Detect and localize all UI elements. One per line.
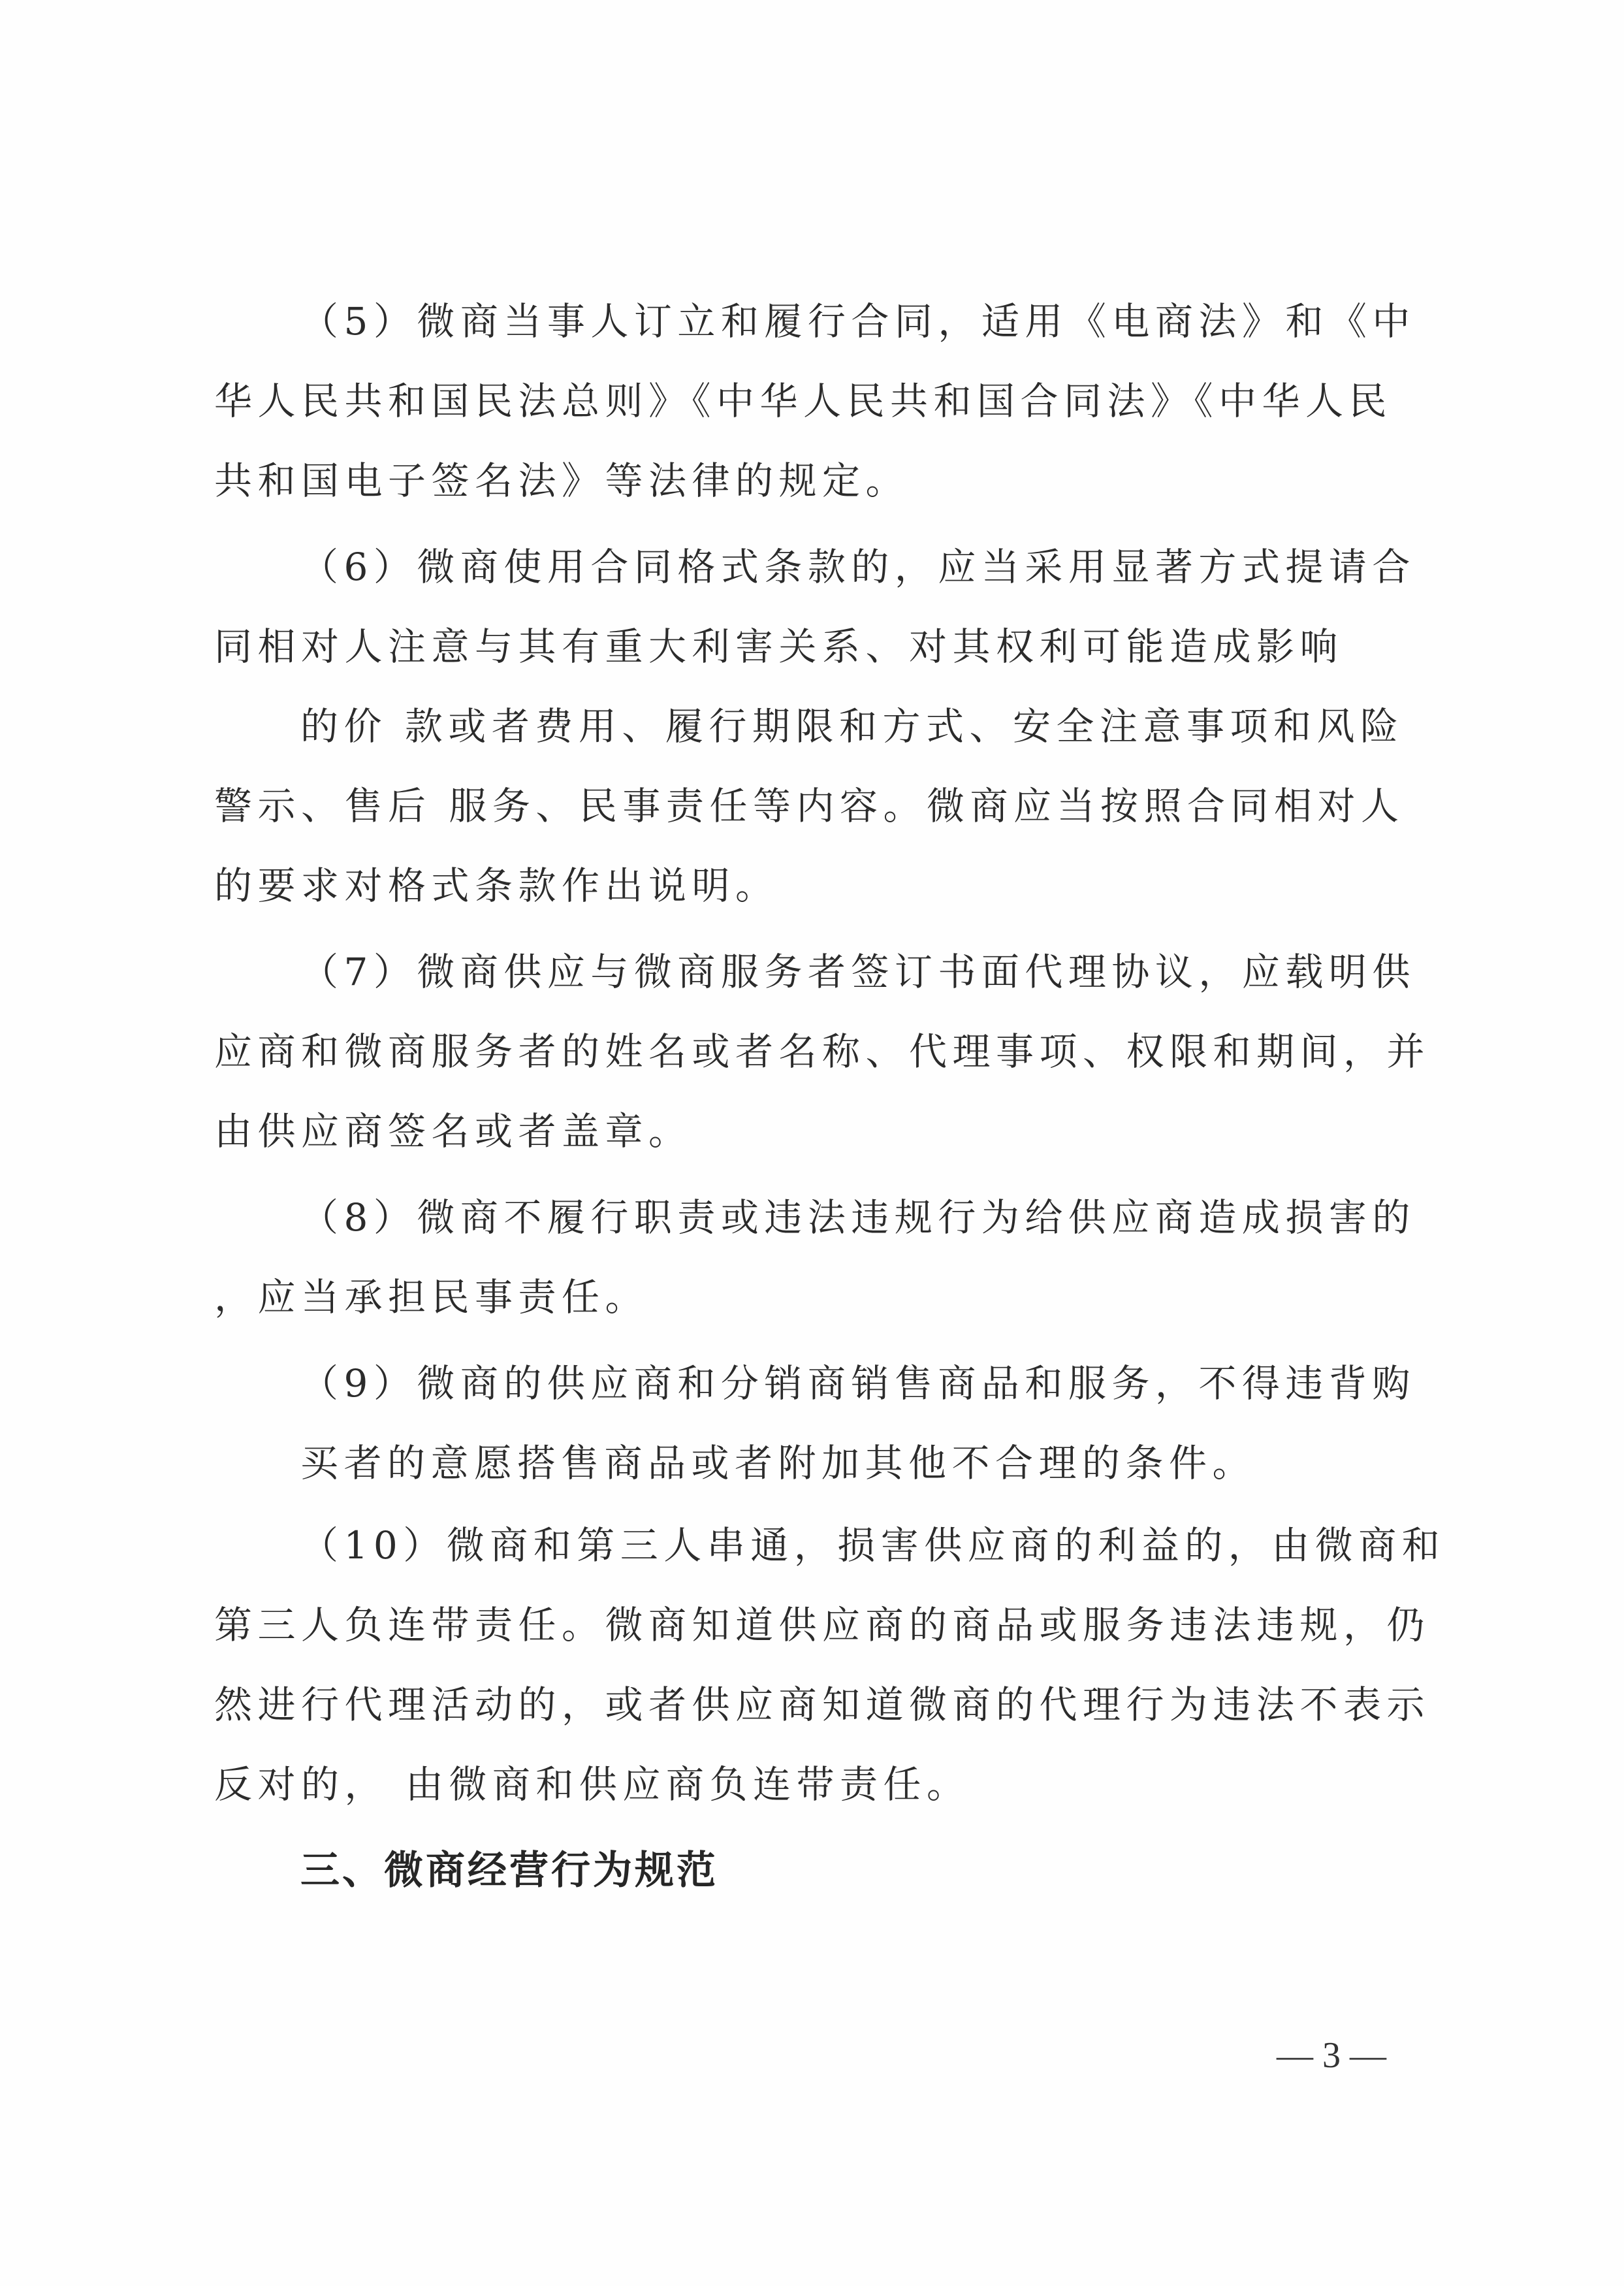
paragraph-item-10-line-1: （10）微商和第三人串通，损害供应商的利益的，由微商和 (300, 1523, 1446, 1568)
section-heading: 三、微商经营行为规范 (300, 1848, 718, 1893)
paragraph-item-10-line-3: 然进行代理活动的，或者供应商知道微商的代理行为违法不表示 (214, 1682, 1431, 1727)
paragraph-item-7-line-3: 由供应商签名或者盖章。 (214, 1109, 692, 1153)
paragraph-item-10-line-4: 反对的， 由微商和供应商负连带责任。 (214, 1762, 970, 1807)
paragraph-item-7-line-1: （7）微商供应与微商服务者签订书面代理协议，应载明供 (300, 950, 1416, 994)
paragraph-item-6-line-5: 的要求对格式条款作出说明。 (214, 863, 779, 908)
paragraph-item-9-line-2: 买者的意愿搭售商品或者附加其他不合理的条件。 (300, 1441, 1256, 1485)
paragraph-item-5-line-3: 共和国电子签名法》等法律的规定。 (214, 459, 910, 503)
paragraph-item-7-line-2: 应商和微商服务者的姓名或者名称、代理事项、权限和期间，并 (214, 1029, 1431, 1074)
paragraph-item-5-line-2: 华人民共和国民法总则》《中华人民共和国合同法》《中华人民 (214, 379, 1393, 423)
paragraph-item-6-line-1: （6）微商使用合同格式条款的，应当采用显著方式提请合 (300, 545, 1416, 589)
paragraph-item-6-line-2: 同相对人注意与其有重大利害关系、对其权利可能造成影响 (214, 624, 1344, 669)
paragraph-item-8-line-2: ，应当承担民事责任。 (214, 1275, 649, 1319)
page-number: — 3 — (1277, 2035, 1386, 2076)
paragraph-item-9-line-1: （9）微商的供应商和分销商销售商品和服务，不得违背购 (300, 1361, 1416, 1406)
paragraph-item-10-line-2: 第三人负连带责任。微商知道供应商的商品或服务违法违规，仍 (214, 1603, 1431, 1647)
paragraph-item-6-line-3: 的价 款或者费用、履行期限和方式、安全注意事项和风险 (300, 704, 1404, 749)
paragraph-item-5-line-1: （5）微商当事人订立和履行合同，适用《电商法》和《中 (300, 299, 1416, 344)
paragraph-item-8-line-1: （8）微商不履行职责或违法违规行为给供应商造成损害的 (300, 1195, 1416, 1240)
paragraph-item-6-line-4: 警示、售后 服务、民事责任等内容。微商应当按照合同相对人 (214, 784, 1405, 828)
